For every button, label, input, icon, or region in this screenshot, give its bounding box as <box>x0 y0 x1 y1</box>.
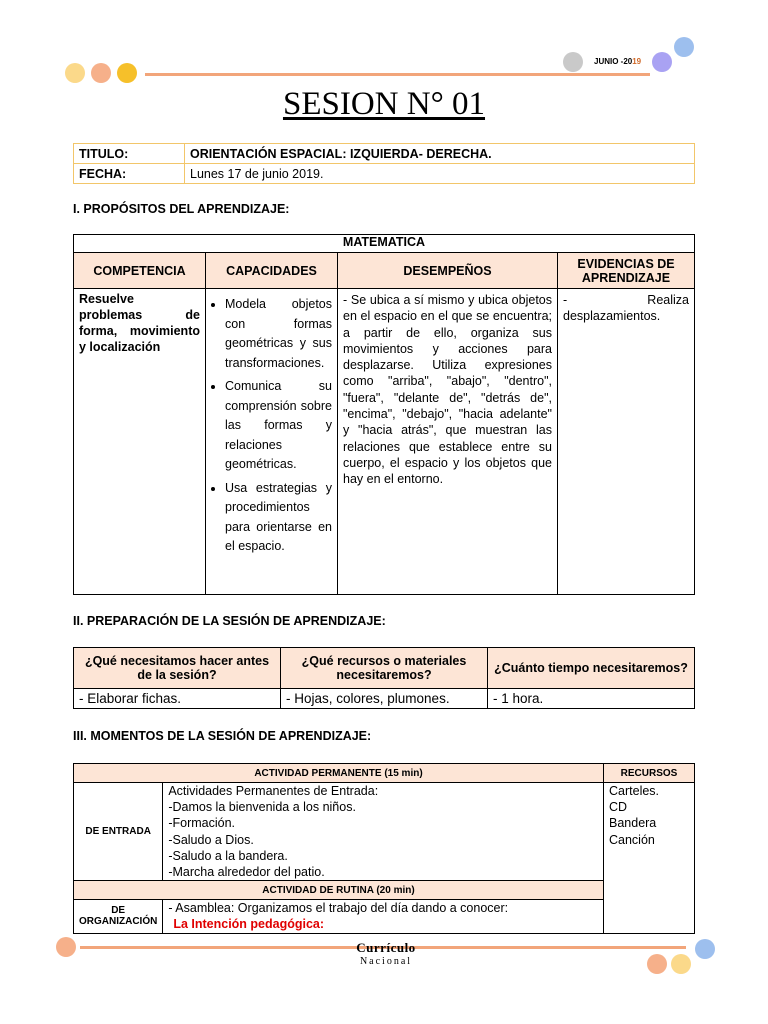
prep-header: ¿Cuánto tiempo necesitaremos? <box>488 648 695 689</box>
recursos-cell <box>604 783 695 934</box>
capacidades-cell <box>206 289 338 595</box>
organizacion-label: DE ORGANIZACIÓN <box>74 900 163 933</box>
info-table <box>73 143 695 184</box>
logo-line2: Nacional <box>359 956 413 967</box>
header-evidencias: EVIDENCIAS DE APRENDIZAJE <box>558 253 695 289</box>
header-desempenos: DESEMPEÑOS <box>338 253 558 289</box>
entrada-line: -Saludo a la bandera. <box>168 848 288 863</box>
prep-value: - 1 hora. <box>488 689 695 709</box>
capacidad-item: • Usa estrategias y procedimientos para orientarse en el espacio. <box>225 479 332 557</box>
prep-value: - Hojas, colores, plumones. <box>281 689 488 709</box>
intencion-pedagogica: La Intención pedagógica: <box>173 917 325 932</box>
recurso-item: Bandera <box>609 816 657 831</box>
organizacion-text: - Asamblea: Organizamos el trabajo del día dando a conocer: <box>168 901 509 916</box>
fecha-label: FECHA: <box>74 164 185 184</box>
entrada-label: DE ENTRADA <box>74 783 163 881</box>
actividad-permanente-header: ACTIVIDAD PERMANENTE (15 min) <box>74 764 604 783</box>
decor-dot <box>91 63 111 83</box>
purposes-table <box>73 234 695 595</box>
header-rule <box>145 73 650 76</box>
prep-header: ¿Qué necesitamos hacer antes de la sesión? <box>74 648 281 689</box>
entrada-line: -Saludo a Dios. <box>168 832 254 847</box>
capacidad-item: • Comunica su comprensión sobre las formas y relaciones geométricas. <box>225 377 332 475</box>
curriculo-logo <box>348 940 424 967</box>
entrada-line: Actividades Permanentes de Entrada: <box>168 784 379 798</box>
desempenos-cell: - Se ubica a sí mismo y ubica objetos en el espacio en el que se encuentra; a partir de ello, organiza sus movimientos y acciones para desplazarse. Utiliza expresiones como "arriba", "abajo", "dentro", "fuera", "delante de", "detrás de", "encima", "debajo", "hacia adelante" y "hacia atrás", que muestran las relaciones que establece entre su cuerpo, el espacio y los objetos que hay en el entorno. <box>338 289 558 595</box>
competencia-cell: Resuelve problemas de forma, movimiento y localización <box>74 289 206 595</box>
decor-dot <box>674 37 694 57</box>
prep-value: - Elaborar fichas. <box>74 689 281 709</box>
capacidad-item: • Modela objetos con formas geométricas y sus transformaciones. <box>225 295 332 373</box>
page-title: SESION N° 01 <box>282 86 486 122</box>
section3-heading: III. MOMENTOS DE LA SESIÓN DE APRENDIZAJE: <box>73 729 372 743</box>
header-date: JUNIO -2019 <box>594 57 642 66</box>
prep-header: ¿Qué recursos o materiales necesitaremos? <box>281 648 488 689</box>
evidencias-cell: - Realiza desplazamientos. <box>558 289 695 595</box>
actividad-rutina-header: ACTIVIDAD DE RUTINA (20 min) <box>74 881 604 900</box>
titulo-label: TITULO: <box>74 144 185 164</box>
titulo-value: ORIENTACIÓN ESPACIAL: IZQUIERDA- DERECHA. <box>185 144 695 164</box>
recurso-item: CD <box>609 800 628 815</box>
entrada-lines <box>163 783 604 881</box>
entrada-line: -Damos la bienvenida a los niños. <box>168 800 356 815</box>
face-icon <box>563 52 583 72</box>
entrada-line: -Formación. <box>168 816 236 831</box>
moments-table <box>73 763 695 934</box>
fecha-value: Lunes 17 de junio 2019. <box>185 164 695 184</box>
decor-dot <box>695 939 715 959</box>
section2-heading: II. PREPARACIÓN DE LA SESIÓN DE APRENDIZAJE: <box>73 614 386 628</box>
decor-dot <box>652 52 672 72</box>
area-label: MATEMATICA <box>74 235 695 253</box>
decor-dot <box>647 954 667 974</box>
recurso-item: Canción <box>609 832 655 847</box>
preparation-table <box>73 647 695 709</box>
recursos-header: RECURSOS <box>604 764 695 783</box>
decor-dot <box>65 63 85 83</box>
decor-dot <box>671 954 691 974</box>
decor-dot <box>117 63 137 83</box>
logo-line1: Currículo <box>356 940 416 955</box>
section1-heading: I. PROPÓSITOS DEL APRENDIZAJE: <box>73 202 290 216</box>
header-capacidades: CAPACIDADES <box>206 253 338 289</box>
decor-dot <box>56 937 76 957</box>
header-competencia: COMPETENCIA <box>74 253 206 289</box>
organizacion-cell <box>163 900 604 933</box>
recurso-item: Carteles. <box>609 784 660 798</box>
entrada-line: -Marcha alrededor del patio. <box>168 865 325 880</box>
